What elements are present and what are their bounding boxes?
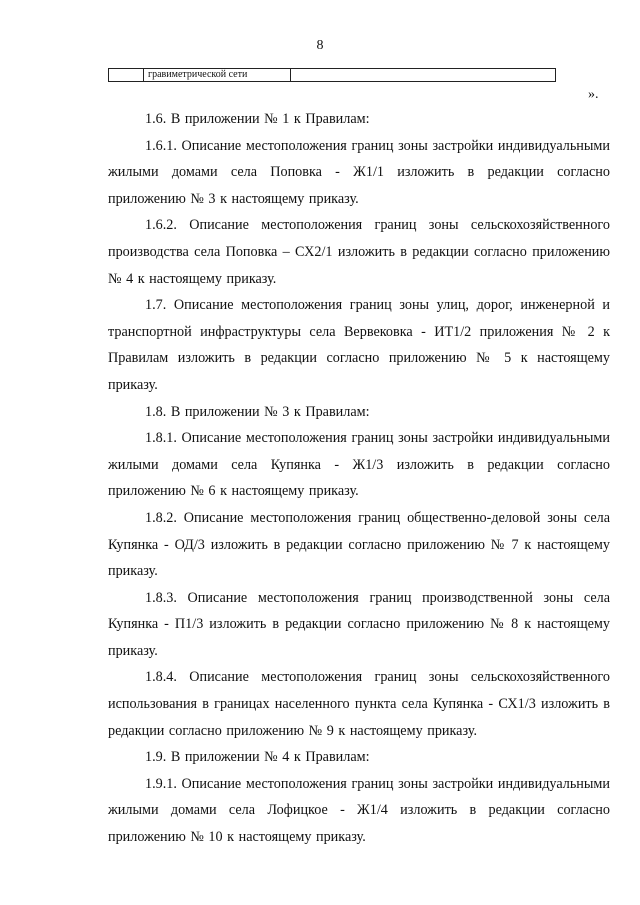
table-cell-empty — [109, 69, 144, 82]
paragraph-1-8-3: 1.8.3. Описание местоположения границ производственной зоны села Купянка - П1/3 изложить в редакции согласно приложению № 8 к настоящему приказу. — [108, 589, 610, 659]
page-number: 8 — [316, 38, 324, 53]
paragraph-1-8-4: 1.8.4. Описание местоположения границ зоны сельскохозяйственного использования в границах населенного пункта села Купянка - СХ1/3 изложить в редакции согласно приложению № 9 к настоящему приказу. — [108, 669, 610, 739]
paragraph-1-7: 1.7. Описание местоположения границ зоны улиц, дорог, инженерной и транспортной инфраструктуры села Вервековка - ИТ1/2 приложения № 2 к Правилам изложить в редакции согласно приложению № 5 к настоящему приказу. — [108, 297, 610, 393]
paragraph-1-8-1: 1.8.1. Описание местоположения границ зоны застройки индивидуальными жилыми домами села Купянка - Ж1/3 изложить в редакции согласно приложению № 6 к настоящему приказу. — [108, 430, 610, 500]
paragraph-1-8-2: 1.8.2. Описание местоположения границ общественно-деловой зоны села Купянка - ОД/3 изложить в редакции согласно приложению № 7 к настоящему приказу. — [108, 509, 610, 580]
table-fragment — [108, 68, 556, 82]
paragraph-1-9-1: 1.9.1. Описание местоположения границ зоны застройки индивидуальными жилыми домами села Лофицкое - Ж1/4 изложить в редакции согласно приложению № 10 к настоящему приказу. — [108, 775, 610, 846]
paragraph-1-6-2: 1.6.2. Описание местоположения границ зоны сельскохозяйственного производства села Поповка – СХ2/1 изложить в редакции согласно приложению № 4 к настоящему приказу. — [108, 217, 610, 287]
paragraph-1-9: 1.9. В приложении № 4 к Правилам: — [145, 749, 370, 766]
paragraph-1-6: 1.6. В приложении № 1 к Правилам: — [145, 111, 370, 127]
document-body — [108, 106, 610, 851]
paragraph-1-8: 1.8. В приложении № 3 к Правилам: — [145, 403, 370, 420]
closing-quote: ». — [588, 87, 599, 102]
table-row — [109, 69, 556, 82]
table-cell-label: гравиметрической сети — [144, 69, 291, 82]
table-cell-empty — [291, 69, 556, 82]
paragraph-1-6-1: 1.6.1. Описание местоположения границ зоны застройки индивидуальными жилыми домами села Поповка - Ж1/1 изложить в редакции согласно приложению № 3 к настоящему приказу. — [108, 137, 610, 207]
